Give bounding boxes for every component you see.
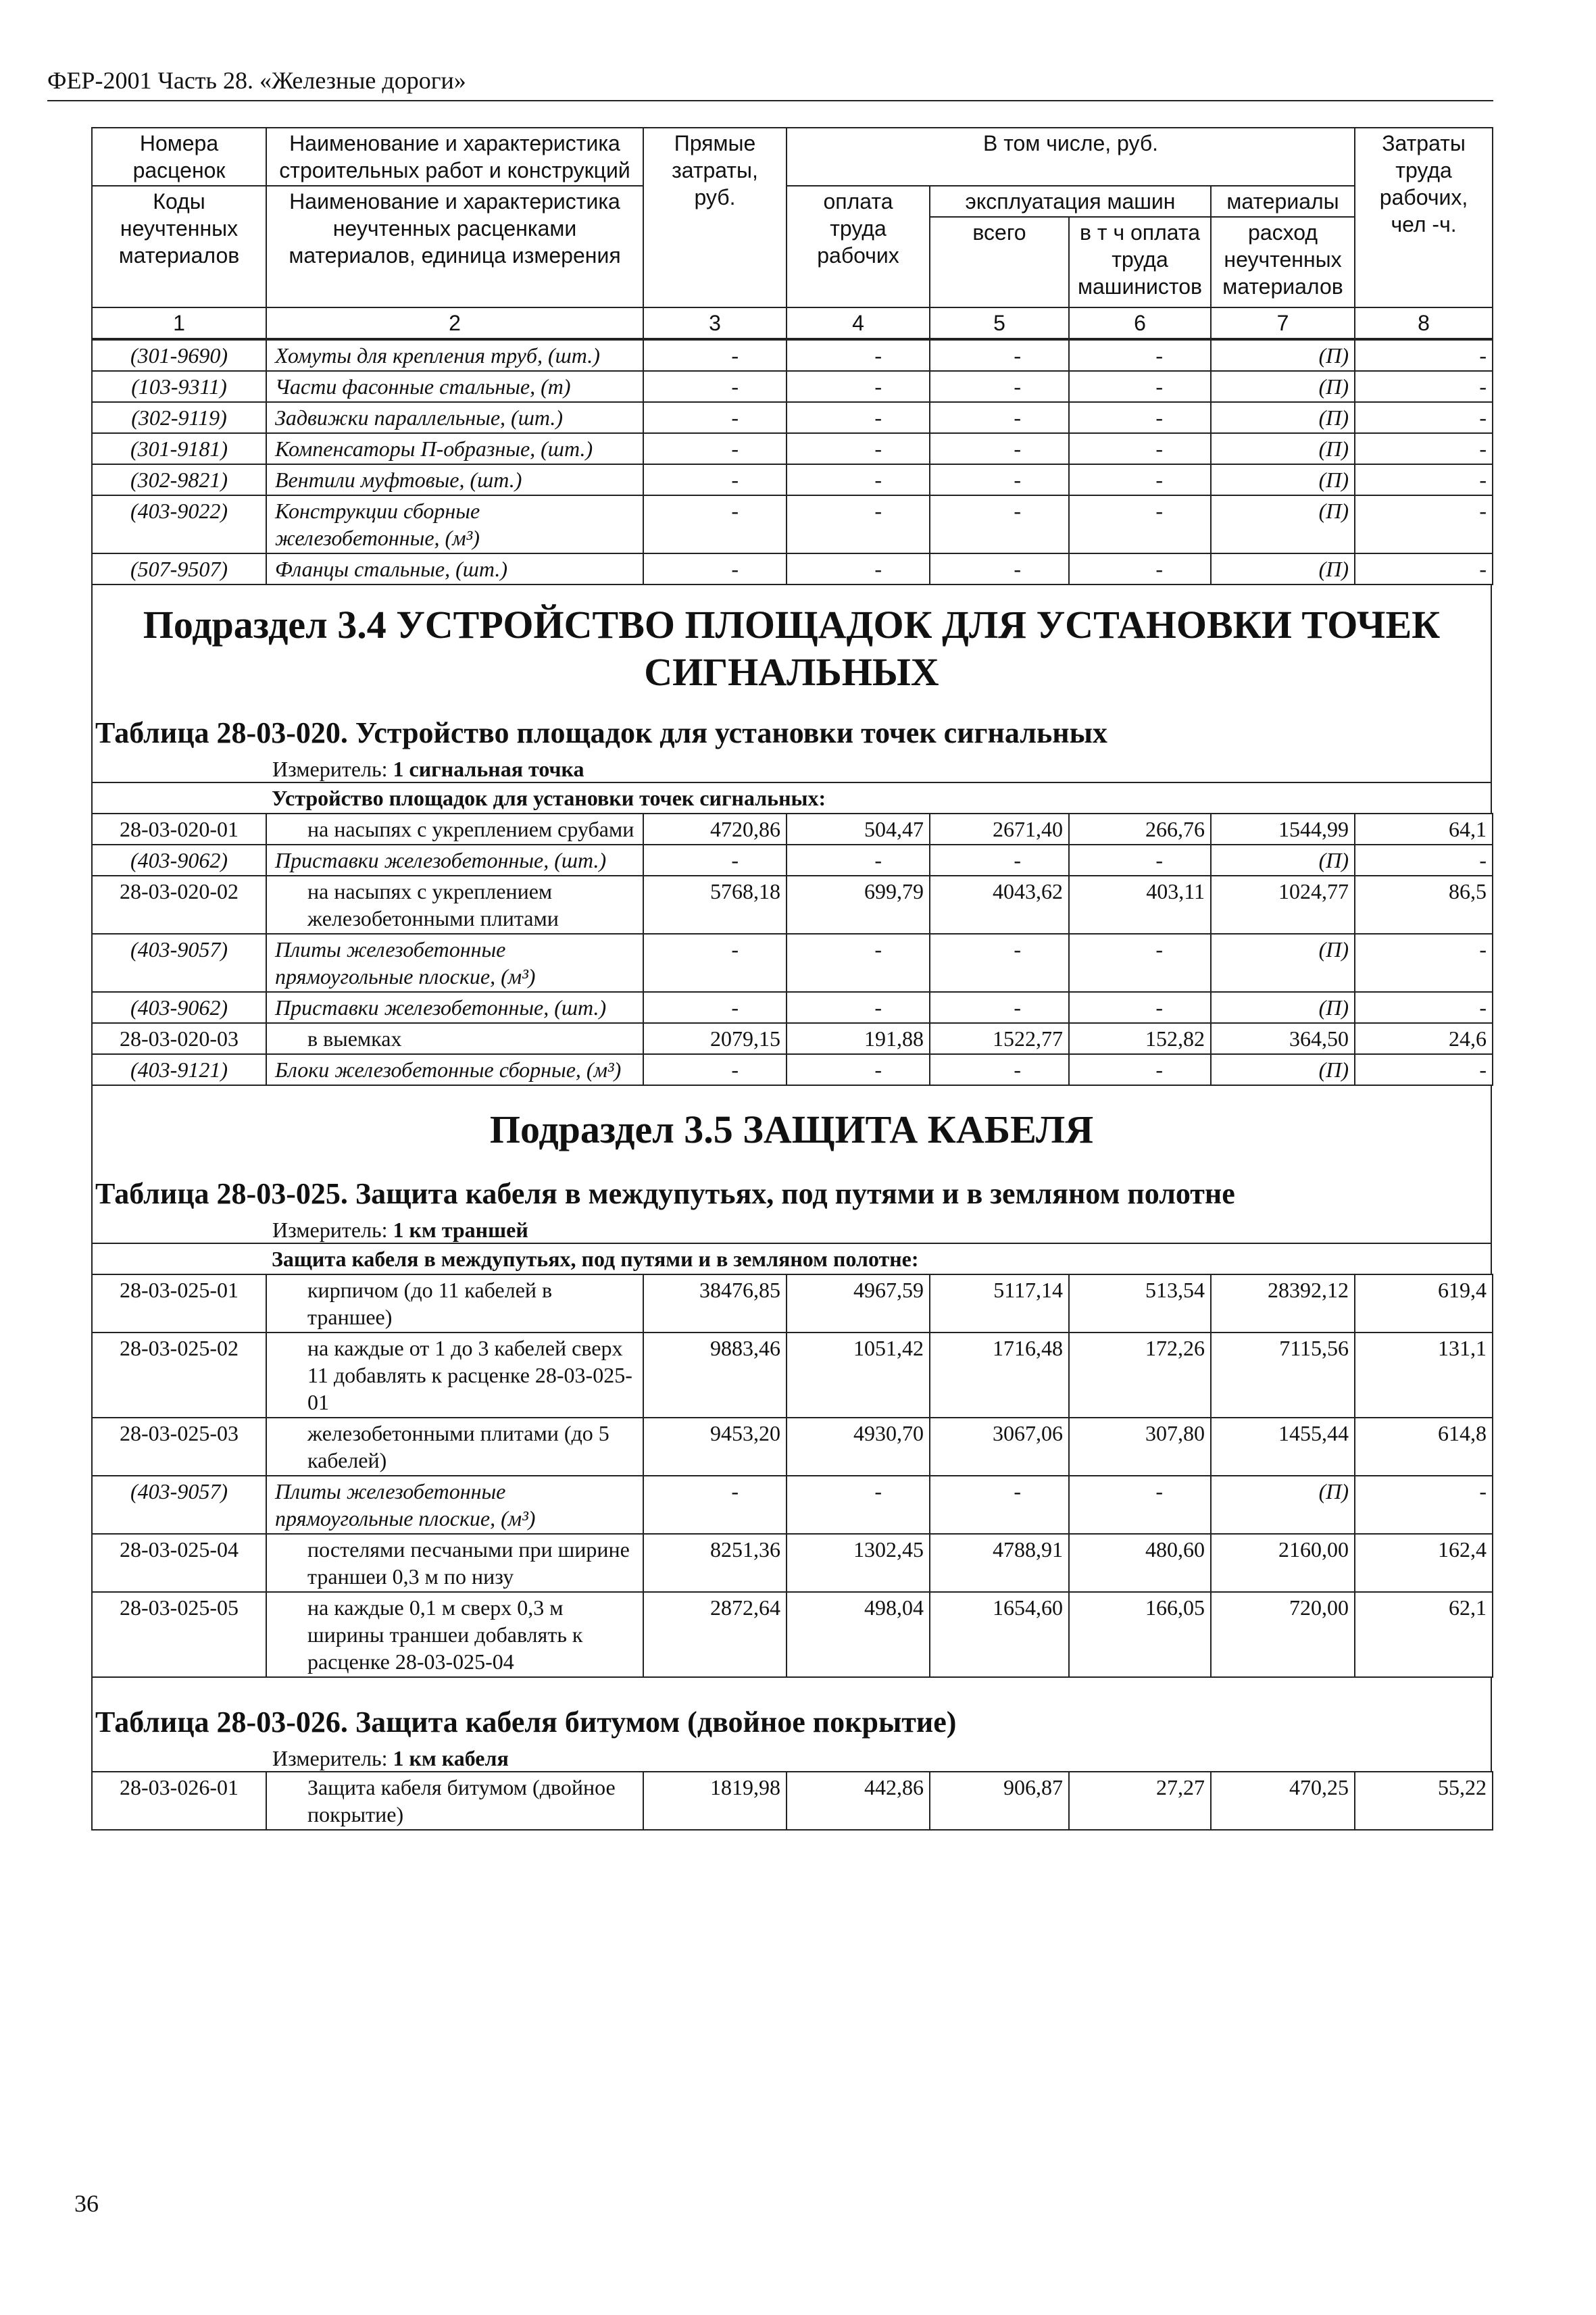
- table-title: Таблица 28-03-026. Защита кабеля битумом (двойное покрытие): [95, 1705, 957, 1739]
- material-name: Компенсаторы П-образные, (шт.): [266, 433, 643, 464]
- rate-code: 28-03-025-03: [92, 1418, 266, 1476]
- table-row: [92, 402, 1493, 433]
- value-cell: -: [930, 340, 1069, 371]
- value-cell: -: [787, 553, 930, 584]
- table-title: Таблица 28-03-020. Устройство площадок для установки точек сигнальных: [95, 716, 1107, 750]
- value-cell: (П): [1211, 495, 1355, 553]
- value-cell: 152,82: [1069, 1023, 1211, 1054]
- material-code: (403-9062): [92, 992, 266, 1023]
- subsection-title: Подраздел 3.4 УСТРОЙСТВО ПЛОЩАДОК ДЛЯ УСТАНОВКИ ТОЧЕК СИГНАЛЬНЫХ: [143, 603, 1441, 694]
- value-cell: 2872,64: [643, 1592, 787, 1677]
- work-name: кирпичом (до 11 кабелей в траншее): [266, 1274, 643, 1333]
- value-cell: -: [1069, 340, 1211, 371]
- value-cell: (П): [1211, 464, 1355, 495]
- work-name: Защита кабеля битумом (двойное покрытие): [266, 1772, 643, 1830]
- value-cell: -: [643, 992, 787, 1023]
- value-cell: 307,80: [1069, 1418, 1211, 1476]
- value-cell: 614,8: [1355, 1418, 1493, 1476]
- table-row: [92, 1333, 1493, 1418]
- value-cell: -: [787, 402, 930, 433]
- subsection-3-5: [91, 1086, 1492, 1243]
- work-name: железобетонными плитами (до 5 кабелей): [266, 1418, 643, 1476]
- header-direct-costs: Прямые затраты, руб.: [643, 128, 787, 307]
- value-cell: -: [930, 433, 1069, 464]
- value-cell: -: [930, 934, 1069, 992]
- column-number: 7: [1211, 307, 1355, 339]
- value-cell: -: [643, 495, 787, 553]
- material-code: (302-9119): [92, 402, 266, 433]
- group-row-table: [91, 1243, 1492, 1274]
- value-cell: -: [1069, 464, 1211, 495]
- value-cell: -: [1069, 992, 1211, 1023]
- table-row: [92, 814, 1493, 845]
- value-cell: 166,05: [1069, 1592, 1211, 1677]
- rates-document: [91, 127, 1492, 1831]
- value-cell: -: [1355, 1476, 1493, 1534]
- header-col2-bottom: Наименование и характеристика неучтенных расценками материалов, единица измерения: [266, 186, 643, 307]
- material-code: (301-9181): [92, 433, 266, 464]
- header-labor: оплата труда рабочих: [787, 186, 930, 307]
- rate-code: 28-03-020-02: [92, 876, 266, 934]
- value-cell: 403,11: [1069, 876, 1211, 934]
- material-name: Блоки железобетонные сборные, (м³): [266, 1054, 643, 1085]
- material-code: (403-9062): [92, 845, 266, 876]
- value-cell: -: [1355, 845, 1493, 876]
- value-cell: 1302,45: [787, 1534, 930, 1592]
- value-cell: (П): [1211, 934, 1355, 992]
- value-cell: -: [787, 1054, 930, 1085]
- material-name: Конструкции сборные железобетонные, (м³): [266, 495, 643, 553]
- table-row: [92, 1274, 1493, 1333]
- value-cell: 5768,18: [643, 876, 787, 934]
- work-name: постелями песчаными при ширине траншеи 0,3 м по низу: [266, 1534, 643, 1592]
- value-cell: (П): [1211, 1476, 1355, 1534]
- column-number: 4: [787, 307, 930, 339]
- value-cell: -: [643, 402, 787, 433]
- table-row: [92, 1418, 1493, 1476]
- rate-code: 28-03-025-01: [92, 1274, 266, 1333]
- value-cell: 1819,98: [643, 1772, 787, 1830]
- column-number: 3: [643, 307, 787, 339]
- work-name: на каждые 0,1 м сверх 0,3 м ширины траншеи добавлять к расценке 28-03-025-04: [266, 1592, 643, 1677]
- page-header: ФЕР-2001 Часть 28. «Железные дороги»: [47, 66, 1493, 101]
- table-row: [92, 1054, 1493, 1085]
- material-name: Части фасонные стальные, (т): [266, 371, 643, 402]
- material-code: (403-9057): [92, 1476, 266, 1534]
- table-row: [92, 992, 1493, 1023]
- table-header: [91, 127, 1493, 339]
- value-cell: 162,4: [1355, 1534, 1493, 1592]
- value-cell: (П): [1211, 402, 1355, 433]
- rate-code: 28-03-020-01: [92, 814, 266, 845]
- value-cell: -: [643, 433, 787, 464]
- value-cell: -: [643, 1476, 787, 1534]
- table-28-03-025: [91, 1274, 1493, 1678]
- value-cell: -: [1069, 495, 1211, 553]
- value-cell: 4788,91: [930, 1534, 1069, 1592]
- table-row: [92, 371, 1493, 402]
- table-row: [92, 495, 1493, 553]
- value-cell: (П): [1211, 433, 1355, 464]
- measure-unit: Измеритель: 1 сигнальная точка: [272, 757, 584, 782]
- value-cell: -: [930, 402, 1069, 433]
- material-name: Плиты железобетонные прямоугольные плоские, (м³): [266, 1476, 643, 1534]
- value-cell: 1716,48: [930, 1333, 1069, 1418]
- value-cell: -: [643, 553, 787, 584]
- material-name: Фланцы стальные, (шт.): [266, 553, 643, 584]
- rate-code: 28-03-025-02: [92, 1333, 266, 1418]
- value-cell: -: [787, 371, 930, 402]
- column-number: 6: [1069, 307, 1211, 339]
- value-cell: -: [643, 340, 787, 371]
- column-number: 5: [930, 307, 1069, 339]
- value-cell: -: [1069, 402, 1211, 433]
- value-cell: 64,1: [1355, 814, 1493, 845]
- value-cell: (П): [1211, 1054, 1355, 1085]
- value-cell: 2671,40: [930, 814, 1069, 845]
- table-row: [92, 934, 1493, 992]
- value-cell: -: [1355, 402, 1493, 433]
- value-cell: -: [1355, 433, 1493, 464]
- table-title: Таблица 28-03-025. Защита кабеля в междупутьях, под путями и в земляном полотне: [95, 1176, 1235, 1210]
- value-cell: 62,1: [1355, 1592, 1493, 1677]
- top-materials-table: [91, 339, 1493, 585]
- material-code: (301-9690): [92, 340, 266, 371]
- work-name: на каждые от 1 до 3 кабелей сверх 11 добавлять к расценке 28-03-025-01: [266, 1333, 643, 1418]
- material-name: Вентили муфтовые, (шт.): [266, 464, 643, 495]
- value-cell: 4967,59: [787, 1274, 930, 1333]
- header-col1-bottom: Коды неучтенных материалов: [92, 186, 266, 307]
- value-cell: 1522,77: [930, 1023, 1069, 1054]
- material-name: Приставки железобетонные, (шт.): [266, 845, 643, 876]
- value-cell: -: [930, 992, 1069, 1023]
- value-cell: -: [1355, 992, 1493, 1023]
- measure-unit: Измеритель: 1 км траншей: [272, 1217, 528, 1242]
- value-cell: 2079,15: [643, 1023, 787, 1054]
- header-labor-cost: Затраты труда рабочих, чел -ч.: [1355, 128, 1493, 307]
- column-numbers-row: [92, 307, 1493, 339]
- material-code: (507-9507): [92, 553, 266, 584]
- value-cell: 9883,46: [643, 1333, 787, 1418]
- value-cell: -: [930, 553, 1069, 584]
- value-cell: 9453,20: [643, 1418, 787, 1476]
- header-col2-top: Наименование и характеристика строительных работ и конструкций: [266, 128, 643, 186]
- table-row: [92, 433, 1493, 464]
- column-number: 1: [92, 307, 266, 339]
- subsection-title: Подраздел 3.5 ЗАЩИТА КАБЕЛЯ: [489, 1107, 1094, 1152]
- table-row: [92, 1534, 1493, 1592]
- rate-code: 28-03-025-04: [92, 1534, 266, 1592]
- value-cell: 131,1: [1355, 1333, 1493, 1418]
- value-cell: -: [787, 433, 930, 464]
- value-cell: 38476,85: [643, 1274, 787, 1333]
- value-cell: 513,54: [1069, 1274, 1211, 1333]
- value-cell: 4043,62: [930, 876, 1069, 934]
- value-cell: (П): [1211, 553, 1355, 584]
- table-28-03-026: [91, 1771, 1493, 1831]
- value-cell: -: [930, 371, 1069, 402]
- value-cell: -: [787, 464, 930, 495]
- group-title: Устройство площадок для установки точек сигнальных:: [266, 782, 1491, 813]
- value-cell: 470,25: [1211, 1772, 1355, 1830]
- value-cell: -: [930, 845, 1069, 876]
- work-name: на насыпях с укреплением железобетонными плитами: [266, 876, 643, 934]
- rate-code: 28-03-026-01: [92, 1772, 266, 1830]
- value-cell: 699,79: [787, 876, 930, 934]
- table-row: [92, 1592, 1493, 1677]
- value-cell: 498,04: [787, 1592, 930, 1677]
- header-col1-top: Номера расценок: [92, 128, 266, 186]
- material-name: Плиты железобетонные прямоугольные плоские, (м³): [266, 934, 643, 992]
- value-cell: (П): [1211, 371, 1355, 402]
- material-code: (403-9022): [92, 495, 266, 553]
- value-cell: -: [787, 934, 930, 992]
- value-cell: 1654,60: [930, 1592, 1069, 1677]
- value-cell: -: [1069, 934, 1211, 992]
- material-name: Хомуты для крепления труб, (шт.): [266, 340, 643, 371]
- value-cell: 4720,86: [643, 814, 787, 845]
- group-title: Защита кабеля в междупутьях, под путями и в земляном полотне:: [266, 1243, 1491, 1274]
- material-code: (302-9821): [92, 464, 266, 495]
- table-28-03-026-header: [91, 1678, 1492, 1771]
- value-cell: 1544,99: [1211, 814, 1355, 845]
- material-code: (403-9121): [92, 1054, 266, 1085]
- value-cell: -: [930, 495, 1069, 553]
- rate-code: 28-03-020-03: [92, 1023, 266, 1054]
- value-cell: (П): [1211, 340, 1355, 371]
- value-cell: 480,60: [1069, 1534, 1211, 1592]
- header-machinist-labor: в т ч оплата труда машинистов: [1069, 217, 1211, 307]
- table-row: [92, 340, 1493, 371]
- table-row: [92, 553, 1493, 584]
- value-cell: -: [1355, 464, 1493, 495]
- value-cell: 55,22: [1355, 1772, 1493, 1830]
- group-row-table: [91, 782, 1492, 813]
- value-cell: -: [1069, 1476, 1211, 1534]
- column-number: 8: [1355, 307, 1493, 339]
- value-cell: 442,86: [787, 1772, 930, 1830]
- header-materials: материалы: [1211, 186, 1355, 217]
- value-cell: -: [930, 1476, 1069, 1534]
- value-cell: -: [1069, 371, 1211, 402]
- table-row: [92, 1772, 1493, 1830]
- value-cell: 8251,36: [643, 1534, 787, 1592]
- value-cell: -: [930, 1054, 1069, 1085]
- measure-unit: Измеритель: 1 км кабеля: [272, 1745, 509, 1770]
- header-including: В том числе, руб.: [787, 128, 1355, 186]
- value-cell: 2160,00: [1211, 1534, 1355, 1592]
- rate-code: 28-03-025-05: [92, 1592, 266, 1677]
- value-cell: -: [1355, 934, 1493, 992]
- value-cell: 3067,06: [930, 1418, 1069, 1476]
- value-cell: -: [787, 495, 930, 553]
- subsection-3-4: [91, 585, 1492, 782]
- table-row: [92, 845, 1493, 876]
- value-cell: 1455,44: [1211, 1418, 1355, 1476]
- value-cell: 4930,70: [787, 1418, 930, 1476]
- value-cell: 364,50: [1211, 1023, 1355, 1054]
- column-number: 2: [266, 307, 643, 339]
- table-row: [92, 464, 1493, 495]
- value-cell: -: [787, 992, 930, 1023]
- value-cell: -: [787, 845, 930, 876]
- value-cell: 619,4: [1355, 1274, 1493, 1333]
- value-cell: 1051,42: [787, 1333, 930, 1418]
- value-cell: -: [643, 371, 787, 402]
- value-cell: -: [643, 845, 787, 876]
- material-code: (403-9057): [92, 934, 266, 992]
- value-cell: 7115,56: [1211, 1333, 1355, 1418]
- material-name: Задвижки параллельные, (шт.): [266, 402, 643, 433]
- value-cell: 191,88: [787, 1023, 930, 1054]
- table-row: [92, 1476, 1493, 1534]
- work-name: на насыпях с укреплением срубами: [266, 814, 643, 845]
- value-cell: -: [787, 1476, 930, 1534]
- material-code: (103-9311): [92, 371, 266, 402]
- value-cell: -: [1069, 1054, 1211, 1085]
- value-cell: -: [1355, 1054, 1493, 1085]
- value-cell: 1024,77: [1211, 876, 1355, 934]
- header-unaccounted-materials: расход неучтенных материалов: [1211, 217, 1355, 307]
- value-cell: 504,47: [787, 814, 930, 845]
- value-cell: -: [1355, 340, 1493, 371]
- value-cell: -: [1355, 553, 1493, 584]
- material-name: Приставки железобетонные, (шт.): [266, 992, 643, 1023]
- value-cell: 86,5: [1355, 876, 1493, 934]
- value-cell: 27,27: [1069, 1772, 1211, 1830]
- value-cell: 266,76: [1069, 814, 1211, 845]
- value-cell: -: [1069, 433, 1211, 464]
- value-cell: -: [643, 1054, 787, 1085]
- value-cell: -: [1355, 371, 1493, 402]
- value-cell: -: [643, 464, 787, 495]
- header-machines: эксплуатация машин: [930, 186, 1211, 217]
- value-cell: -: [1069, 553, 1211, 584]
- value-cell: 172,26: [1069, 1333, 1211, 1418]
- value-cell: 28392,12: [1211, 1274, 1355, 1333]
- value-cell: 720,00: [1211, 1592, 1355, 1677]
- value-cell: (П): [1211, 992, 1355, 1023]
- value-cell: -: [643, 934, 787, 992]
- value-cell: -: [787, 340, 930, 371]
- value-cell: 5117,14: [930, 1274, 1069, 1333]
- value-cell: (П): [1211, 845, 1355, 876]
- value-cell: 906,87: [930, 1772, 1069, 1830]
- table-row: [92, 1023, 1493, 1054]
- value-cell: -: [930, 464, 1069, 495]
- value-cell: -: [1355, 495, 1493, 553]
- header-machines-total: всего: [930, 217, 1069, 307]
- value-cell: 24,6: [1355, 1023, 1493, 1054]
- value-cell: -: [1069, 845, 1211, 876]
- work-name: в выемках: [266, 1023, 643, 1054]
- table-28-03-020: [91, 813, 1493, 1086]
- table-row: [92, 876, 1493, 934]
- page-number: 36: [74, 2190, 99, 2217]
